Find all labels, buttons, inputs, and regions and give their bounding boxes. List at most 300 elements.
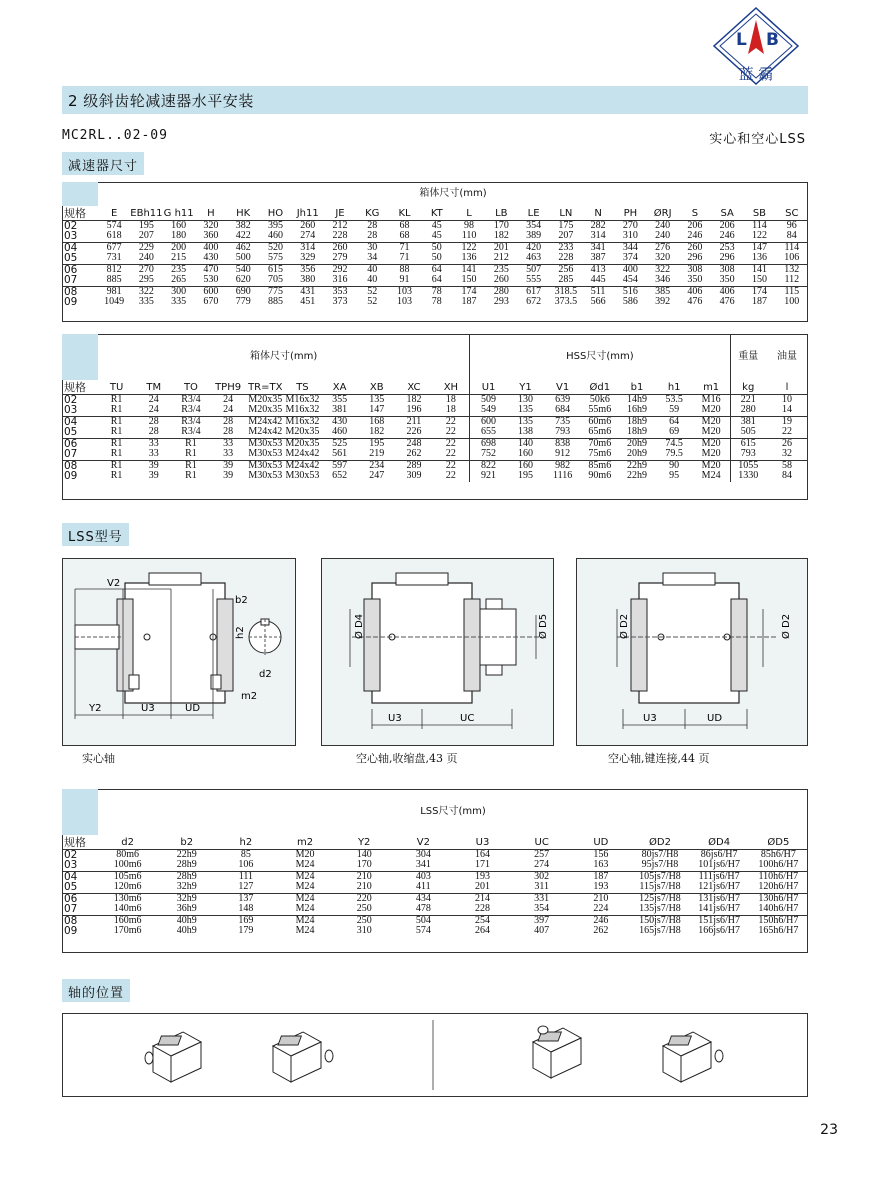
- table-cell: 775: [267, 286, 283, 297]
- table-cell: 296: [679, 253, 711, 264]
- table-cell: 400: [203, 242, 219, 253]
- table1-col-header: SC: [776, 206, 808, 220]
- spec-cell: 09: [64, 297, 78, 308]
- table3-col-header: ØD5: [749, 835, 808, 849]
- table-cell: R1: [98, 405, 135, 416]
- table-cell: 207: [550, 231, 582, 242]
- table-cell: 135js7/H8: [630, 904, 689, 915]
- shaft-position-diagram: [63, 1014, 807, 1096]
- table-cell: 684: [544, 405, 581, 416]
- table3-col-header: Y2: [335, 835, 394, 849]
- table-cell: 211: [406, 416, 422, 427]
- table-cell: 470: [203, 264, 219, 275]
- table-cell: 55m6: [581, 405, 618, 416]
- table-cell: 165js7/H8: [639, 926, 681, 936]
- table-cell: 705: [259, 275, 291, 286]
- spec-cell: 08: [64, 286, 78, 297]
- table-cell: 982: [555, 460, 571, 471]
- table-cell: M24: [701, 471, 721, 481]
- table-cell: 164: [475, 849, 491, 860]
- spec-cell: 07: [62, 449, 98, 460]
- table-row: [62, 904, 808, 915]
- table-cell: 670: [203, 297, 219, 307]
- table-cell: 228: [453, 904, 512, 915]
- table-cell: 80m6: [116, 849, 139, 860]
- table-cell: 130m6: [113, 893, 142, 904]
- table-cell: M24x42: [285, 449, 320, 459]
- table3-col-header: d2: [98, 835, 157, 849]
- table-cell: M24: [295, 926, 315, 936]
- table-cell: 130h6/H7: [758, 893, 799, 904]
- table2-col-header: m1: [693, 380, 730, 394]
- keyed-diagram-box: [576, 558, 808, 746]
- table-cell: 166js6/H7: [698, 926, 740, 936]
- table-cell: 246: [593, 915, 609, 926]
- table-cell: 478: [394, 904, 453, 915]
- page-title: 2 级斜齿轮减速器水平安装: [68, 92, 254, 110]
- shaft-position-1: [145, 1032, 201, 1082]
- spec-cell: 02: [64, 394, 78, 405]
- table-cell: 322: [655, 264, 671, 275]
- label-ud-keyed: UD: [707, 713, 723, 724]
- table2-corner: [62, 334, 98, 380]
- table-cell: 140m6: [98, 904, 157, 915]
- table-cell: 411: [394, 882, 453, 893]
- table-cell: 316: [324, 275, 356, 286]
- spec-cell: 02: [64, 220, 78, 231]
- table-cell: M24: [295, 915, 315, 926]
- table-row: [62, 405, 808, 416]
- table-cell: 168: [369, 416, 385, 427]
- table-cell: 127: [216, 882, 275, 893]
- table-cell: 639: [555, 394, 571, 405]
- table-cell: 295: [130, 275, 162, 286]
- table-cell: 60m6: [588, 416, 612, 427]
- table-cell: 246: [679, 231, 711, 242]
- table2-group2-label: HSS尺寸(mm): [470, 334, 730, 380]
- table-cell: R3/4: [172, 427, 209, 438]
- table-cell: 406: [719, 286, 735, 297]
- table3-col-header: U3: [453, 835, 512, 849]
- spec-cell: 04: [64, 242, 78, 253]
- table-cell: 430: [195, 253, 227, 264]
- table-cell: 71: [388, 253, 420, 264]
- table-cell: 174: [751, 286, 767, 297]
- table-cell: 314: [582, 231, 614, 242]
- table-cell: R1: [110, 471, 123, 481]
- table-row: [62, 394, 808, 405]
- table-cell: 793: [544, 427, 581, 438]
- table-cell: 33: [148, 438, 159, 449]
- table-cell: 174: [461, 286, 477, 297]
- shaft-position-4: [663, 1032, 723, 1082]
- table-cell: 45: [421, 231, 453, 242]
- table-cell: 85: [240, 849, 251, 860]
- table-cell: 885: [267, 297, 283, 307]
- table2-header-row: [62, 380, 808, 394]
- table-cell: 68: [388, 231, 420, 242]
- table-cell: M30x53: [248, 449, 283, 459]
- table-cell: 169: [238, 915, 254, 926]
- table-cell: 115js7/H8: [630, 882, 689, 893]
- table-cell: 111: [238, 871, 254, 882]
- table-cell: 322: [138, 286, 154, 297]
- table-cell: M20: [701, 416, 721, 427]
- table2-group1-label: 箱体尺寸(mm): [249, 350, 318, 362]
- table-cell: 24: [210, 405, 247, 416]
- table-cell: 260: [687, 242, 703, 253]
- table1-col-header: HO: [259, 206, 291, 220]
- table-cell: 64: [421, 275, 453, 286]
- table-cell: 40h9: [176, 915, 197, 926]
- table-cell: 39: [148, 471, 159, 481]
- page-number: 23: [820, 1122, 838, 1138]
- table-cell: M16x32: [285, 416, 320, 427]
- table-cell: 350: [711, 275, 743, 286]
- table-cell: 620: [227, 275, 259, 286]
- table-cell: 1330: [730, 471, 766, 482]
- title-banner: [62, 86, 808, 114]
- label-d2-right: Ø D2: [781, 613, 792, 639]
- table-cell: 381: [321, 405, 358, 416]
- table-cell: 921: [470, 471, 507, 482]
- table-cell: 120m6: [98, 882, 157, 893]
- table-cell: 265: [163, 275, 195, 286]
- table-cell: 78: [431, 286, 442, 297]
- label-d4: Ø D4: [354, 613, 365, 639]
- spec-cell: 03: [62, 405, 98, 416]
- table-cell: 40h9: [176, 926, 197, 936]
- table2-col-header: TM: [135, 380, 172, 394]
- table-cell: 981: [106, 286, 122, 297]
- spec-cell: 06: [64, 893, 78, 904]
- table-cell: 36h9: [157, 904, 216, 915]
- table-cell: 98: [464, 220, 475, 231]
- table1-col-header: LN: [550, 206, 582, 220]
- table-cell: M24: [275, 860, 334, 871]
- table1-corner: [62, 182, 98, 206]
- table1-col-header: ØRJ: [647, 206, 679, 220]
- table-cell: 296: [711, 253, 743, 264]
- table-cell: 655: [470, 427, 507, 438]
- table2-col-header: TPH9: [210, 380, 247, 394]
- table-cell: 250: [335, 904, 394, 915]
- table-cell: 574: [106, 220, 122, 231]
- table-cell: 26: [782, 438, 792, 449]
- table-cell: 86js6/H7: [700, 849, 738, 860]
- table-cell: 131js6/H7: [698, 893, 740, 904]
- table3-group-label: LSS尺寸(mm): [420, 805, 486, 817]
- table-cell: 20h9: [618, 449, 655, 460]
- spec-cell: 05: [62, 427, 98, 438]
- table-cell: 10: [782, 394, 792, 405]
- table-cell: 171: [453, 860, 512, 871]
- table-cell: R1: [98, 427, 135, 438]
- table-cell: 540: [235, 264, 251, 275]
- table-cell: 84: [782, 471, 792, 481]
- table-cell: 233: [558, 242, 574, 253]
- table1-col-header: SB: [743, 206, 775, 220]
- table-cell: 355: [332, 394, 348, 405]
- table-cell: 140: [356, 849, 372, 860]
- table-cell: 18: [445, 394, 456, 405]
- table-cell: 270: [138, 264, 154, 275]
- table-cell: 460: [321, 427, 358, 438]
- table-cell: 160m6: [113, 915, 142, 926]
- table-cell: M20x35: [248, 394, 283, 405]
- table-cell: R1: [110, 438, 123, 449]
- label-v2: V2: [107, 578, 121, 589]
- spec-cell: 03: [62, 860, 98, 871]
- table-cell: 18h9: [626, 416, 647, 427]
- table-row: [62, 915, 808, 926]
- table-cell: 413: [590, 264, 606, 275]
- table-cell: 407: [534, 926, 550, 936]
- table-cell: 170m6: [113, 926, 142, 936]
- table-cell: 14h9: [626, 394, 647, 405]
- label-d2: d2: [259, 669, 272, 680]
- table-cell: 193: [475, 871, 491, 882]
- table-cell: 45: [431, 220, 442, 231]
- table-cell: 228: [550, 253, 582, 264]
- table-cell: 65m6: [581, 427, 618, 438]
- table-cell: 354: [526, 220, 542, 231]
- table-cell: M20x35: [285, 427, 320, 437]
- table-row: [62, 893, 808, 904]
- table-cell: 354: [512, 904, 571, 915]
- table-cell: 240: [647, 231, 679, 242]
- table-cell: 121js6/H7: [690, 882, 749, 893]
- table-cell: M24: [295, 893, 315, 904]
- table3-col-header: UC: [512, 835, 571, 849]
- table-cell: 210: [593, 893, 609, 904]
- table2-col-header: h1: [656, 380, 693, 394]
- spec-cell: 09: [64, 926, 78, 937]
- table-cell: 505: [730, 427, 766, 438]
- section-reducer-dims: 减速器尺寸: [62, 152, 144, 175]
- table-cell: 151js6/H7: [698, 915, 740, 926]
- table-cell: 677: [106, 242, 122, 253]
- table-cell: 14: [766, 405, 808, 416]
- table-cell: 574: [415, 926, 431, 936]
- housing-dims-table-2: [62, 334, 808, 482]
- table-cell: 80js7/H8: [641, 849, 679, 860]
- table-cell: 100m6: [98, 860, 157, 871]
- table1-col-header: EBh11: [130, 208, 163, 219]
- table-cell: 20h9: [626, 438, 647, 449]
- table-cell: 16h9: [618, 405, 655, 416]
- table-cell: 226: [395, 427, 432, 438]
- keyed-diagram: [577, 559, 807, 745]
- table-cell: 28: [367, 220, 378, 231]
- table-cell: M20: [693, 427, 730, 438]
- table-cell: 212: [332, 220, 348, 231]
- table-row: [62, 849, 808, 860]
- table-cell: 147: [358, 405, 395, 416]
- label-uc: UC: [460, 713, 475, 724]
- table-cell: M24x42: [285, 460, 320, 471]
- table-cell: 331: [534, 893, 550, 904]
- table-cell: 392: [655, 297, 671, 307]
- table-cell: 58: [782, 460, 792, 471]
- table-cell: 160: [171, 220, 187, 231]
- table-cell: 260: [300, 220, 316, 231]
- table-cell: 504: [415, 915, 431, 926]
- table-cell: 95: [669, 471, 680, 481]
- table-cell: 91: [388, 275, 420, 286]
- section-lss-type: LSS型号: [62, 523, 129, 546]
- table-cell: 308: [719, 264, 735, 275]
- table-cell: 100: [784, 297, 800, 307]
- table1-group-label: 箱体尺寸(mm): [419, 187, 487, 199]
- table-cell: R1: [98, 449, 135, 460]
- table-cell: 112: [776, 275, 808, 286]
- table-cell: 130: [517, 394, 533, 405]
- table-cell: M20x35: [285, 438, 320, 449]
- table-cell: M16x32: [285, 394, 320, 405]
- table3-col-header: V2: [394, 835, 453, 849]
- table-cell: 196: [395, 405, 432, 416]
- table-cell: 114: [752, 220, 767, 231]
- table-cell: R3/4: [181, 394, 201, 405]
- table-cell: 373.5: [554, 297, 578, 307]
- table-cell: 463: [517, 253, 549, 264]
- table-cell: 34: [356, 253, 388, 264]
- table-row: [62, 460, 808, 471]
- table-cell: 105js7/H8: [639, 871, 681, 882]
- table-row: [62, 242, 808, 253]
- table-cell: M20: [693, 405, 730, 416]
- table-cell: 137: [238, 893, 254, 904]
- table-cell: 39: [148, 460, 159, 471]
- table-cell: 71: [399, 242, 410, 253]
- table-cell: 885: [98, 275, 130, 286]
- label-h2: h2: [235, 626, 246, 639]
- table2-col-header: XH: [433, 380, 470, 394]
- table-cell: 85m6: [588, 460, 612, 471]
- table-cell: 500: [227, 253, 259, 264]
- table-cell: 88: [399, 264, 410, 275]
- table-cell: 39: [223, 460, 234, 471]
- table-cell: 445: [582, 275, 614, 286]
- table-cell: 224: [571, 904, 630, 915]
- table-cell: 561: [321, 449, 358, 460]
- table-cell: 106: [216, 860, 275, 871]
- spec-cell: 08: [64, 915, 78, 926]
- table-cell: 387: [582, 253, 614, 264]
- logo-letter-l: L: [736, 30, 747, 50]
- table-cell: 22h9: [626, 471, 647, 481]
- solid-shaft-caption: 实心轴: [82, 752, 115, 765]
- table-cell: 274: [292, 231, 324, 242]
- table-cell: 530: [195, 275, 227, 286]
- table-cell: 193: [571, 882, 630, 893]
- table-cell: 779: [235, 297, 251, 307]
- table2-col-header: U1: [470, 380, 507, 394]
- table-cell: M24: [295, 871, 315, 882]
- label-ud: UD: [185, 703, 201, 714]
- table-cell: 310: [356, 926, 372, 936]
- table-cell: M30x53: [248, 438, 283, 449]
- table-cell: 32h9: [157, 882, 216, 893]
- table-cell: 70m6: [588, 438, 612, 449]
- table-cell: 40: [356, 275, 388, 286]
- table-cell: 520: [267, 242, 283, 253]
- table-cell: 195: [517, 471, 533, 481]
- table-cell: 234: [369, 460, 385, 471]
- table-cell: 132: [784, 264, 800, 275]
- table-cell: R1: [172, 449, 209, 460]
- table-row: [62, 264, 808, 275]
- spec-cell: 06: [64, 264, 78, 275]
- table-cell: 462: [235, 242, 251, 253]
- spec-cell: 04: [64, 871, 78, 882]
- table2-col-header: Ød1: [581, 380, 618, 394]
- table-cell: 397: [534, 915, 550, 926]
- solid-shaft-diagram-box: [62, 558, 296, 746]
- table-cell: 138: [507, 427, 544, 438]
- table3-col-header: b2: [157, 835, 216, 849]
- table-cell: 22h9: [626, 460, 647, 471]
- table-cell: 22: [445, 416, 456, 427]
- table-cell: 90: [669, 460, 680, 471]
- table-cell: 356: [300, 264, 316, 275]
- table-cell: 282: [590, 220, 606, 231]
- table-cell: 311: [512, 882, 571, 893]
- table1-col-header: KT: [421, 206, 453, 220]
- table-cell: 260: [485, 275, 517, 286]
- table-cell: 175: [558, 220, 574, 231]
- table-cell: 395: [267, 220, 283, 231]
- table-cell: 179: [238, 926, 254, 936]
- table-cell: 24: [135, 405, 172, 416]
- table-cell: R1: [185, 471, 197, 481]
- table-cell: 201: [453, 882, 512, 893]
- table-cell: 114: [784, 242, 800, 253]
- label-u3-shrink: U3: [388, 713, 402, 724]
- table-cell: 476: [719, 297, 735, 307]
- table-cell: 220: [356, 893, 372, 904]
- table-cell: 385: [655, 286, 671, 297]
- table2-spec-header: 规格: [62, 380, 98, 394]
- table-cell: R1: [110, 416, 123, 427]
- table-cell: 160: [517, 460, 533, 471]
- table-cell: M24: [275, 882, 334, 893]
- table-cell: 451: [300, 297, 316, 307]
- table-cell: 187: [751, 297, 767, 307]
- table3-spec-header: 规格: [62, 835, 98, 849]
- table-cell: 597: [332, 460, 348, 471]
- table2-oil-label: 油量: [777, 350, 797, 362]
- table-cell: 318.5: [554, 286, 578, 297]
- table-cell: 672: [526, 297, 542, 307]
- table-cell: 476: [687, 297, 703, 307]
- table-row: [62, 926, 808, 937]
- table-cell: 329: [292, 253, 324, 264]
- table1-col-header: L: [453, 206, 485, 220]
- table-cell: 219: [358, 449, 395, 460]
- table-cell: 262: [395, 449, 432, 460]
- table-cell: 400: [622, 264, 638, 275]
- table-cell: 460: [259, 231, 291, 242]
- table-cell: 731: [98, 253, 130, 264]
- table-cell: 182: [406, 394, 422, 405]
- table-cell: 615: [267, 264, 283, 275]
- table-cell: 600: [470, 416, 507, 427]
- table1-col-header: KG: [356, 206, 388, 220]
- lss-dims-table: [62, 789, 808, 937]
- table-cell: 140: [517, 438, 533, 449]
